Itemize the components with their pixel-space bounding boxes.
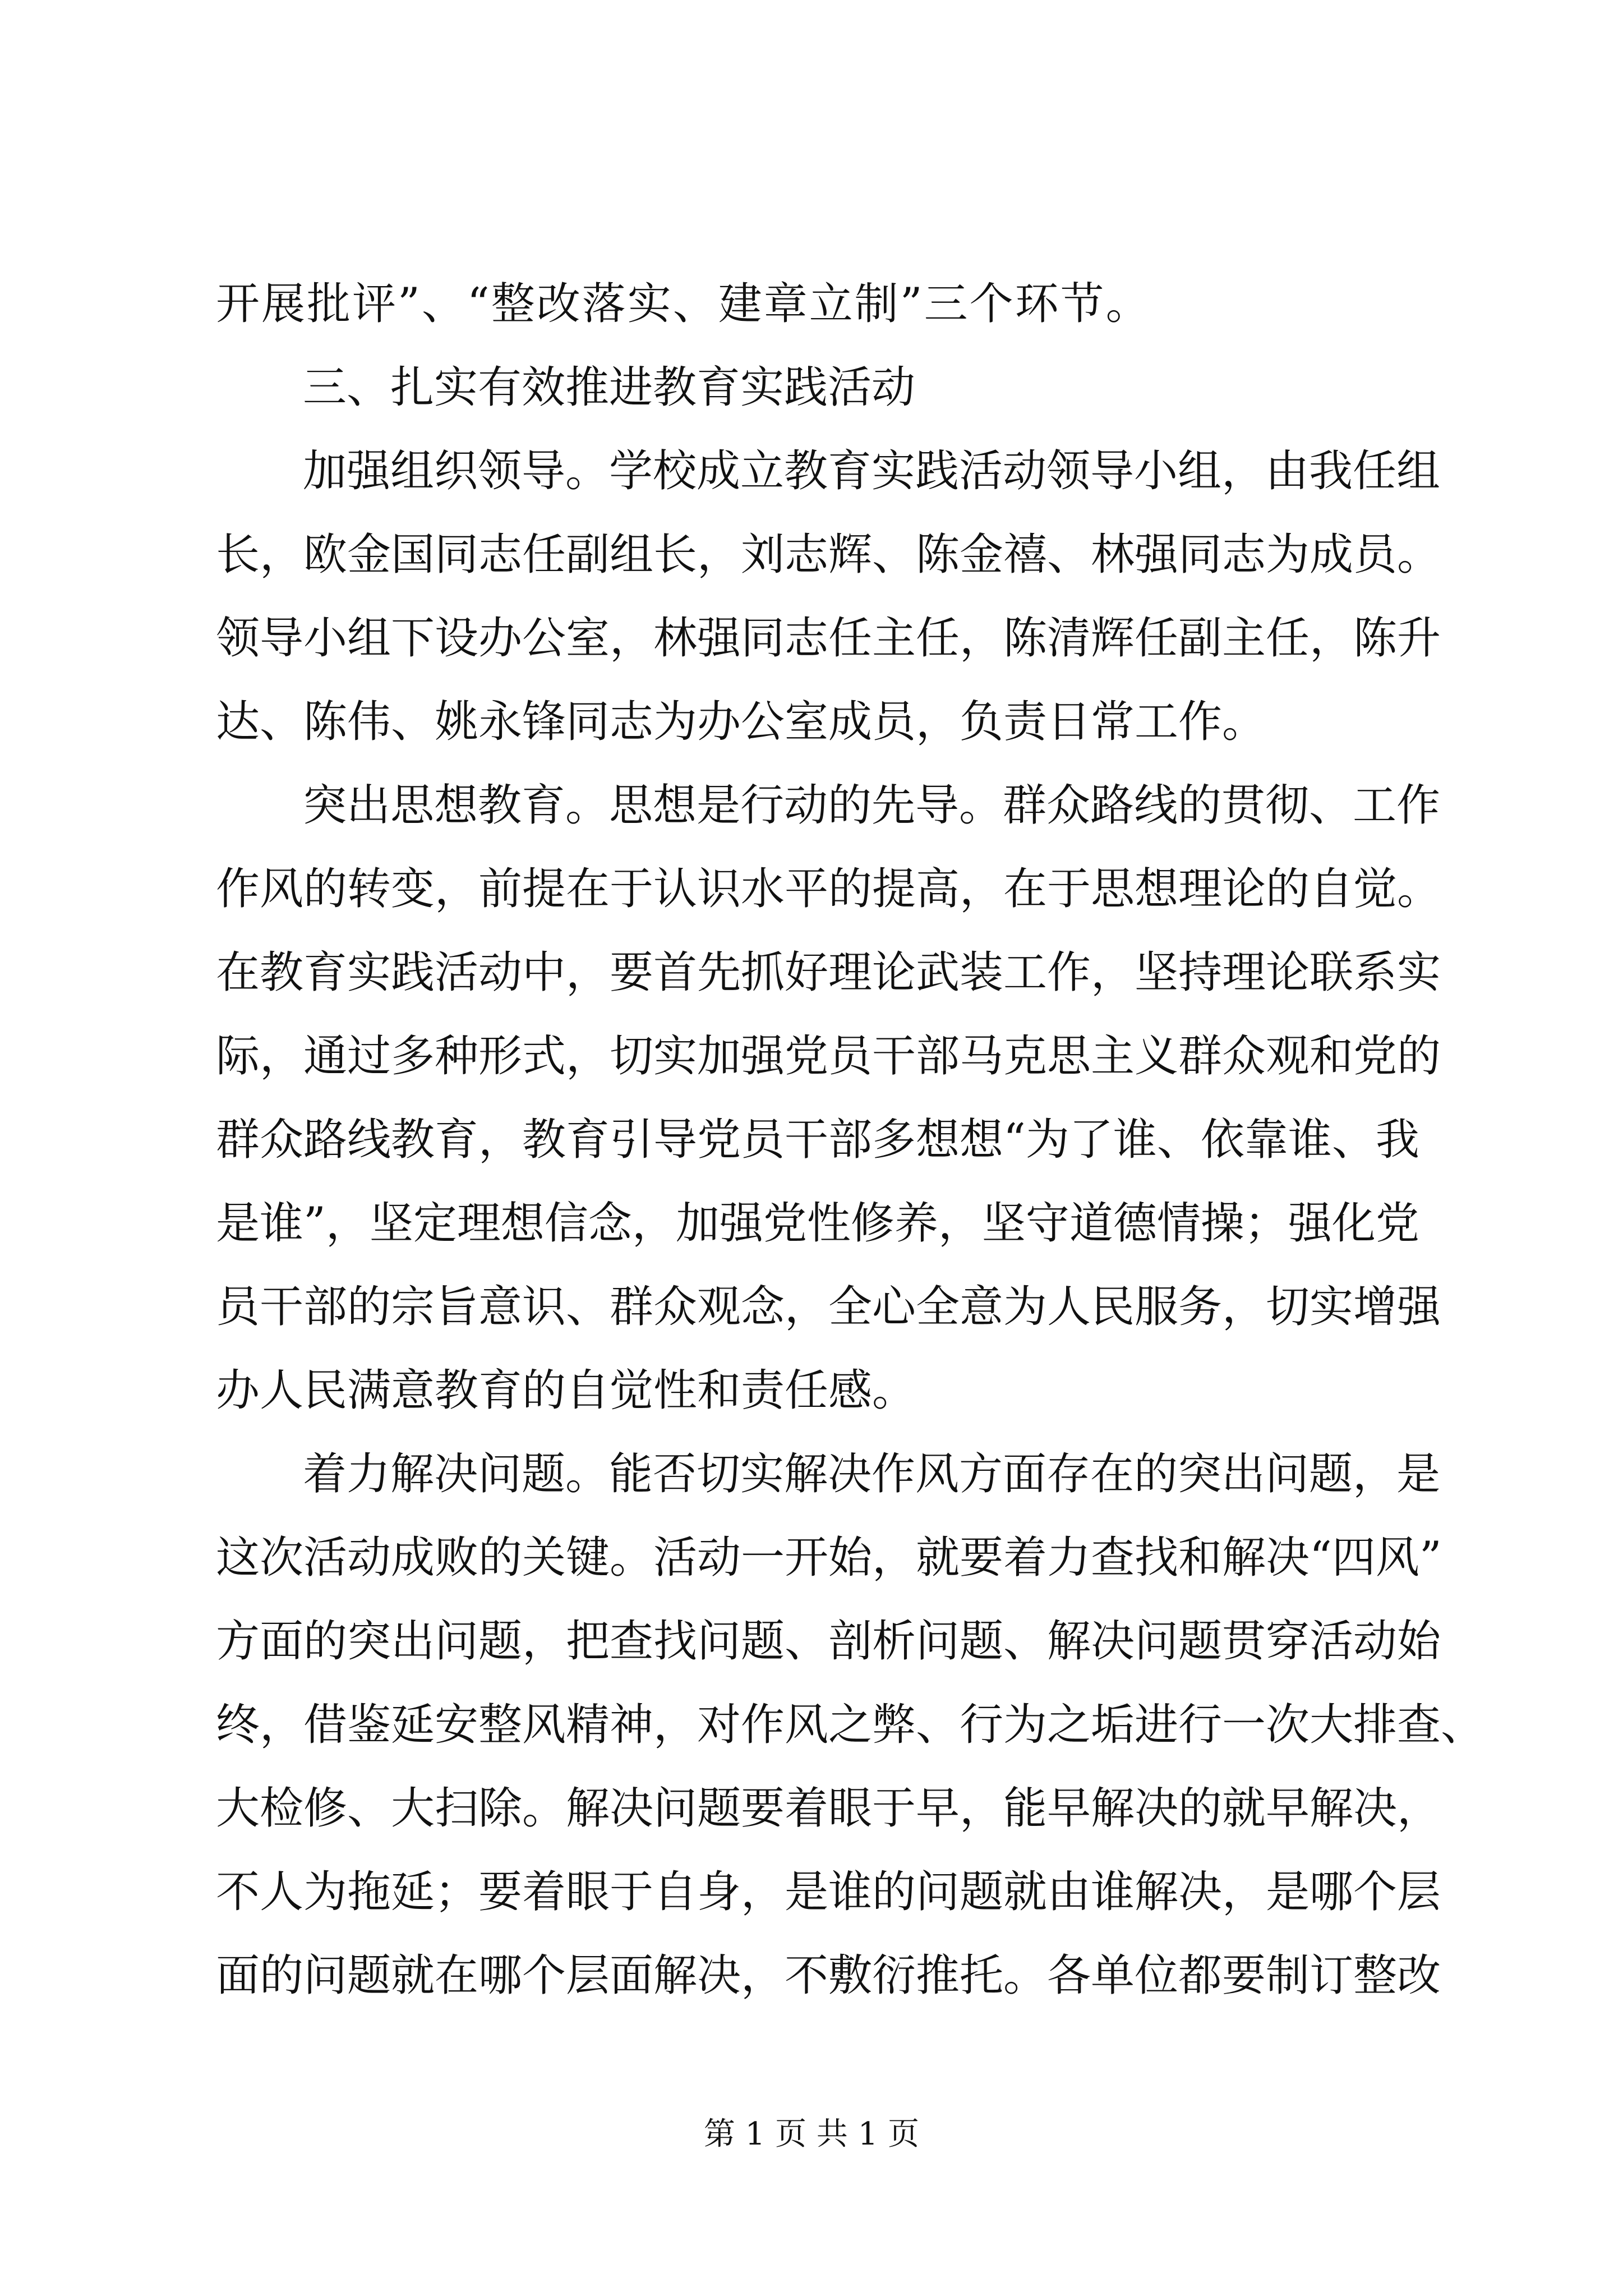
text-line-continuation: 开展批评”、“整改落实、建章立制”三个环节。 — [216, 279, 1151, 329]
paragraph-line: 作风的转变，前提在于认识水平的提高，在于思想理论的自觉。 — [216, 864, 1441, 914]
paragraph-line: 际，通过多种形式，切实加强党员干部马克思主义群众观和党的 — [216, 1031, 1441, 1082]
paragraph-line: 终，借鉴延安整风精神，对作风之弊、行为之垢进行一次大排查、 — [216, 1700, 1485, 1750]
paragraph-line: 群众路线教育，教育引导党员干部多想想“为了谁、依靠谁、我 — [216, 1115, 1419, 1165]
paragraph-line: 长，欧金国同志任副组长，刘志辉、陈金禧、林强同志为成员。 — [216, 530, 1441, 580]
paragraph-line: 加强组织领导。学校成立教育实践活动领导小组，由我任组 — [303, 446, 1441, 496]
paragraph-line: 在教育实践活动中，要首先抓好理论武装工作，坚持理论联系实 — [216, 947, 1441, 998]
paragraph-line: 大检修、大扫除。解决问题要着眼于早，能早解决的就早解决， — [216, 1783, 1441, 1834]
paragraph-line: 面的问题就在哪个层面解决，不敷衍推托。各单位都要制订整改 — [216, 1950, 1441, 2001]
paragraph-line: 达、陈伟、姚永锋同志为办公室成员，负责日常工作。 — [216, 697, 1266, 747]
page-number-footer: 第 1 页 共 1 页 — [703, 2116, 920, 2152]
paragraph-line: 突出思想教育。思想是行动的先导。群众路线的贯彻、工作 — [303, 780, 1441, 831]
section-heading: 三、扎实有效推进教育实践活动 — [303, 362, 916, 413]
paragraph-line: 领导小组下设办公室，林强同志任主任，陈清辉任副主任，陈升 — [216, 613, 1441, 664]
document-body — [216, 263, 1485, 2018]
paragraph-line: 着力解决问题。能否切实解决作风方面存在的突出问题，是 — [303, 1449, 1441, 1499]
paragraph-line: 方面的突出问题，把查找问题、剖析问题、解决问题贯穿活动始 — [216, 1616, 1441, 1667]
paragraph-line: 是谁”，坚定理想信念，加强党性修养，坚守道德情操；强化党 — [216, 1198, 1419, 1249]
paragraph-line: 员干部的宗旨意识、群众观念，全心全意为人民服务，切实增强 — [216, 1282, 1441, 1332]
paragraph-line: 这次活动成败的关键。活动一开始，就要着力查找和解决“四风” — [216, 1533, 1442, 1583]
paragraph-line: 办人民满意教育的自觉性和责任感。 — [216, 1365, 916, 1416]
paragraph-line: 不人为拖延；要着眼于自身，是谁的问题就由谁解决，是哪个层 — [216, 1867, 1441, 1917]
